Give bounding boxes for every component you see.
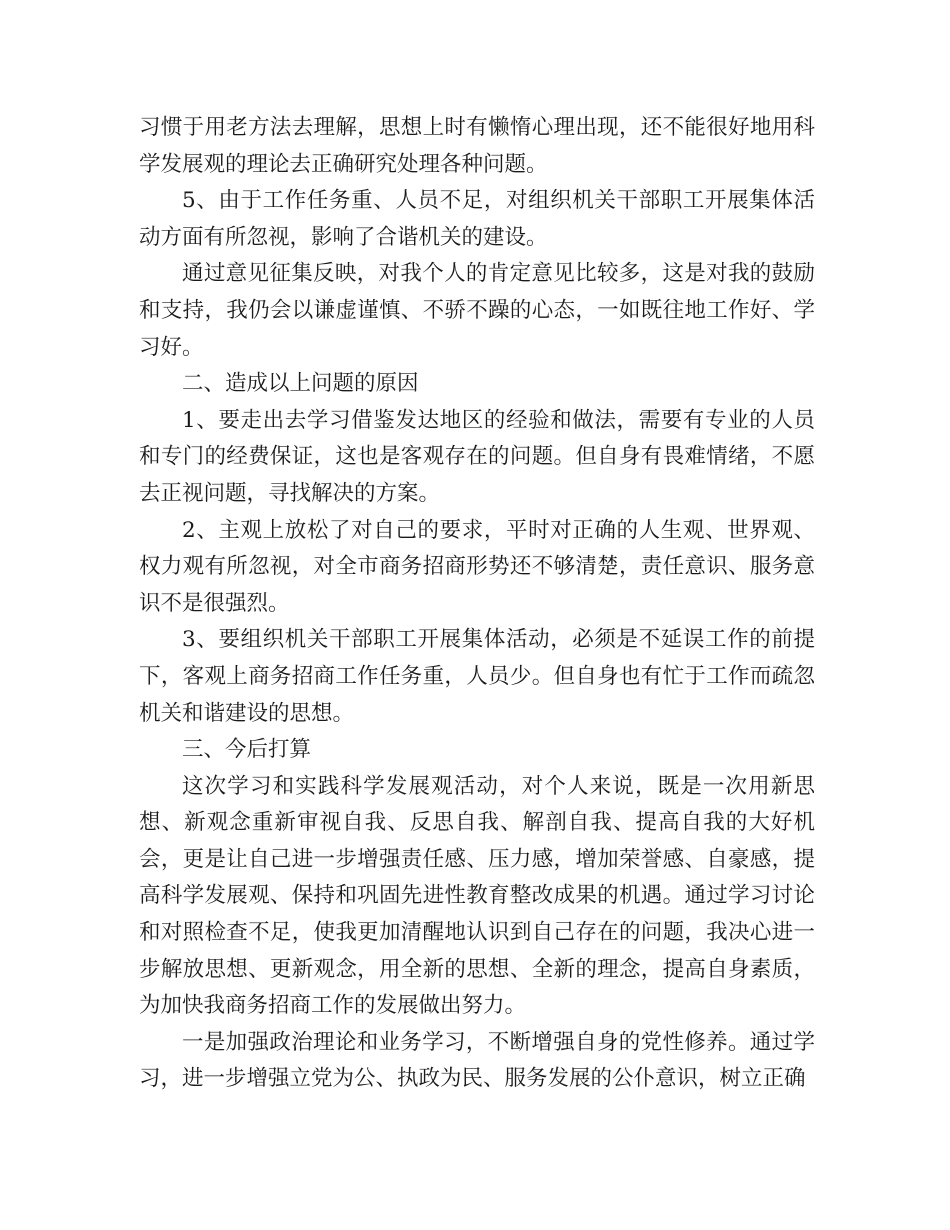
- paragraph: 这次学习和实践科学发展观活动，对个人来说，既是一次用新思想、新观念重新审视自我、反思自我、解剖自我、提高自我的大好机会，更是让自己进一步增强责任感、压力感，增加荣誉感、自豪感，提高科学发展观、保持和巩固先进性教育整改成果的机遇。通过学习讨论和对照检查不足，使我更加清醒地认识到自己存在的问题，我决心进一步解放思想、更新观念，用全新的思想、全新的理念，提高自身素质，为加快我商务招商工作的发展做出努力。: [139, 773, 815, 1019]
- document-body: [139, 110, 815, 1098]
- paragraph: 通过意见征集反映，对我个人的肯定意见比较多，这是对我的鼓励和支持，我仍会以谦虚谨慎、不骄不躁的心态，一如既往地工作好、学习好。: [139, 261, 815, 360]
- paragraph: 5、由于工作任务重、人员不足，对组织机关干部职工开展集体活动方面有所忽视，影响了合谐机关的建设。: [139, 188, 815, 250]
- section-heading: 二、造成以上问题的原因: [182, 371, 419, 397]
- section-heading: 三、今后打算: [182, 737, 312, 763]
- paragraph: 一是加强政治理论和业务学习，不断增强自身的党性修养。通过学习，进一步增强立党为公、执政为民、服务发展的公仆意识，树立正确: [139, 1029, 815, 1092]
- paragraph: 习惯于用老方法去理解，思想上时有懒惰心理出现，还不能很好地用科学发展观的理论去正确研究处理各种问题。: [139, 115, 815, 177]
- paragraph: 2、主观上放松了对自己的要求，平时对正确的人生观、世界观、权力观有所忽视，对全市商务招商形势还不够清楚，责任意识、服务意识不是很强烈。: [139, 517, 815, 616]
- paragraph: 3、要组织机关干部职工开展集体活动，必须是不延误工作的前提下，客观上商务招商工作任务重，人员少。但自身也有忙于工作而疏忽机关和谐建设的思想。: [139, 627, 815, 726]
- paragraph: 1、要走出去学习借鉴发达地区的经验和做法，需要有专业的人员和专门的经费保证，这也是客观存在的问题。但自身有畏难情绪，不愿去正视问题，寻找解决的方案。: [139, 407, 815, 506]
